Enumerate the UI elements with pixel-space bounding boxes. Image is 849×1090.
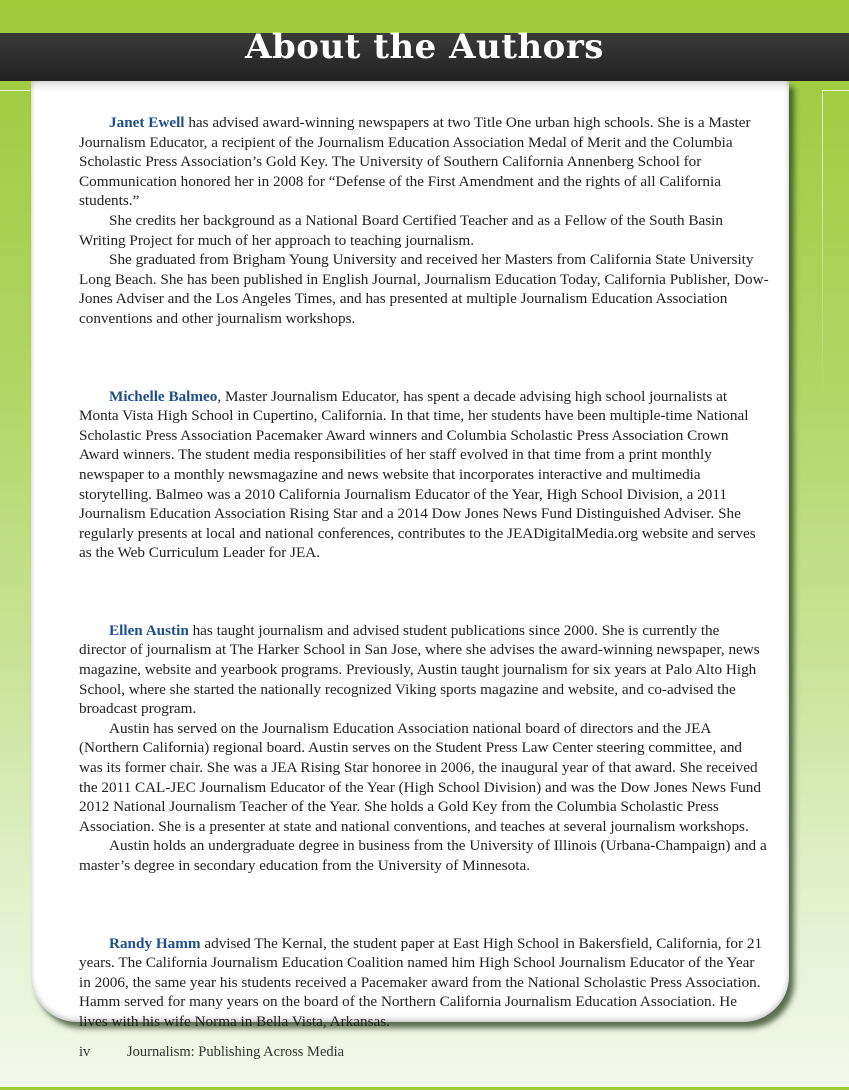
bio-paragraph: She graduated from Brigham Young University and received her Masters from California State University Long Beach. She has been published in English Journal, Journalism Education Today, California Publisher, Dow-Jones Adviser and the Los Angeles Times, and has presented at multiple Journalism Education Association conventions and other journalism workshops. xyxy=(79,251,769,327)
bio-paragraph: Janet Ewell has advised award-winning newspapers at two Title One urban high schools. She is a Master Journalism Educator, a recipient of the Journalism Education Association Medal of Merit and the Columbia Scholastic Press Association’s Gold Key. The University of Southern California Annenberg School for Communication honored her in 2008 for “Defense of the First Amendment and the rights of all California students.” xyxy=(79,114,751,210)
author-name: Michelle Balmeo xyxy=(109,387,218,405)
bio-paragraph: Austin has served on the Journalism Education Association national board of directors and the JEA (Northern California) regional board. Austin serves on the Student Press Law Center steering committee, and was its former chair. She was a JEA Rising Star honoree in 2006, the inaugural year of that award. She received the 2011 CAL-JEC Journalism Educator of the Year (High School Division) and was the Dow Jones News Fund 2012 National Journalism Teacher of the Year. She holds a Gold Key from the Columbia Scholastic Press Association. She is a presenter at state and national conventions, and teaches at several journalism workshops. xyxy=(79,719,761,835)
author-bio-randy-hamm xyxy=(79,934,769,1032)
bio-paragraph: She credits her background as a National Board Certified Teacher and as a Fellow of the South Basin Writing Project for much of her approach to teaching journalism. xyxy=(79,211,723,249)
author-name: Ellen Austin xyxy=(109,621,189,639)
decorative-line xyxy=(0,90,30,91)
bio-paragraph: Randy Hamm advised The Kernal, the student paper at East High School in Bakersfield, California, for 21 years. The California Journalism Education Coalition named him High School Journalism Educator of the Year in 2006, the same year his students received a Pacemaker award from the National Scholastic Press Association. Hamm served for many years on the board of the Northern California Journalism Education Association. He lives with his wife Norma in Bella Vista, Arkansas. xyxy=(79,934,763,1030)
card-shadow xyxy=(31,81,789,91)
page-title: About the Authors xyxy=(245,26,604,67)
book-title: Journalism: Publishing Across Media xyxy=(127,1044,345,1060)
bio-paragraph: Austin holds an undergraduate degree in business from the University of Illinois (Urbana-Champaign) and a master’s degree in secondary education from the University of Minnesota. xyxy=(79,837,767,874)
author-bio-janet-ewell xyxy=(79,113,769,329)
authors-content xyxy=(79,113,769,1090)
decorative-line xyxy=(822,90,823,410)
author-name: Janet Ewell xyxy=(109,114,185,131)
author-name: Randy Hamm xyxy=(109,934,201,952)
content-card xyxy=(31,81,789,1030)
page-number: iv xyxy=(79,1044,91,1060)
author-bio-ellen-austin xyxy=(79,621,769,876)
bio-paragraph: Michelle Balmeo, Master Journalism Educator, has spent a decade advising high school journalists at Monta Vista High School in Cupertino, California. In that time, her students have been multiple-time National Scholastic Press Association Pacemaker Award winners and Columbia Scholastic Press Association Crown Award winners. The student media responsibilities of her staff evolved in that time from a print monthly newspaper to a monthly newsmagazine and news website that incorporates interactive and multimedia storytelling. Balmeo was a 2010 California Journalism Educator of the Year, High School Division, a 2011 Journalism Education Association Rising Star and a 2014 Dow Jones News Fund Distinguished Adviser. She regularly presents at local and national conferences, contributes to the JEADigitalMedia.org website and serves as the Web Curriculum Leader for JEA. xyxy=(79,387,756,562)
decorative-line xyxy=(823,90,849,91)
author-bio-michelle-balmeo xyxy=(79,387,769,563)
bio-paragraph: Ellen Austin has taught journalism and advised student publications since 2000. She is currently the director of journalism at The Harker School in San Jose, where she advises the award-winning newspaper, news magazine, website and yearbook programs. Previously, Austin taught journalism for six years at Palo Alto High School, where she started the nationally recognized Viking sports magazine and website, and co-advised the broadcast program. xyxy=(79,621,760,718)
header-bar xyxy=(0,26,849,81)
page-footer xyxy=(79,1044,344,1061)
